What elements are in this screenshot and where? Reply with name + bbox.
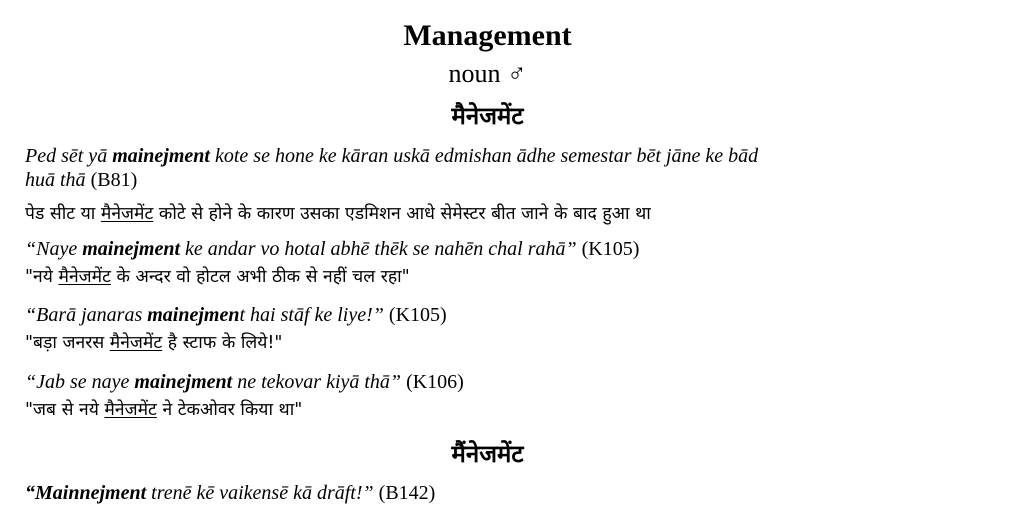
example-2-translit — [25, 237, 985, 261]
example-2-deva-post: के अन्दर वो होटल अभी ठीक से नहीं चल रहा" — [110, 267, 410, 287]
example-1-translit-term: mainejment — [112, 145, 210, 167]
example-2-translit-pre: “Naye — [25, 238, 83, 260]
variant-example-open-quote: “ — [25, 482, 35, 504]
part-of-speech — [0, 58, 975, 90]
example-1-translit-post: kote se hone ke kāran uskā edmishan ādhe semestar bēt jāne ke bād — [209, 145, 759, 167]
variant-example-term: Mainnejment — [35, 482, 147, 504]
example-1-translit-line-1 — [25, 144, 985, 168]
headword: Management — [403, 19, 572, 52]
example-3-deva-pre: "बड़ा जनरस — [25, 333, 110, 353]
example-3-deva-term: मैनेजमेंट — [109, 333, 163, 353]
variant-example-ref: (B142) — [373, 482, 436, 504]
example-1-deva-post: कोटे से होने के कारण उसका एडमिशन आधे सेमेस्टर बीत जाने के बाद हुआ था — [153, 204, 651, 224]
example-4-deva-post: ने टेकओवर किया था" — [156, 400, 303, 420]
example-1-devanagari — [25, 202, 985, 226]
example-4-devanagari — [25, 398, 985, 422]
example-2-translit-post: ke andar vo hotal abhē thēk se nahēn chal rahā” — [180, 238, 577, 260]
example-4-deva-term: मैनेजमेंट — [104, 400, 157, 420]
example-1-ref: (B81) — [85, 169, 138, 191]
example-2-translit-term: mainejment — [82, 238, 181, 260]
devanagari-headword: मैनेजमेंट — [451, 102, 524, 130]
example-2-deva-pre: "नये — [25, 267, 59, 287]
example-4-translit-pre: “Jab se naye — [25, 371, 135, 393]
example-1-translit-line-2 — [25, 168, 985, 192]
example-3-devanagari — [25, 331, 985, 355]
example-1-deva-term: मैनेजमेंट — [100, 204, 154, 224]
example-1-translit-pre: Ped sēt yā — [25, 145, 113, 167]
example-4-translit-term: mainejment — [134, 371, 233, 393]
example-4-deva-pre: "जब से नये — [25, 400, 105, 420]
example-3-deva-post: है स्टाफ के लिये!" — [162, 333, 283, 353]
example-3-translit — [25, 303, 985, 327]
example-4-ref: (K106) — [401, 371, 464, 393]
pos-label: noun — [448, 59, 501, 88]
variant-headword: मैंनेजमेंट — [451, 440, 524, 468]
male-gender-icon: ♂ — [507, 59, 527, 88]
example-4-translit — [25, 370, 985, 394]
example-3-translit-pre: “Barā janaras — [25, 304, 148, 326]
example-4-translit-post: ne tekovar kiyā thā” — [232, 371, 402, 393]
example-3-ref: (K105) — [383, 304, 447, 326]
example-1-translit-cont: huā thā — [25, 169, 86, 191]
variant-example-post: trenē kē vaikensē kā drāft!” — [146, 482, 374, 504]
example-2-ref: (K105) — [576, 238, 640, 260]
variant-example-translit — [25, 481, 985, 505]
example-2-devanagari — [25, 265, 985, 289]
example-3-translit-term: mainejmen — [147, 304, 240, 326]
example-3-translit-post: t hai stāf ke liye!” — [239, 304, 384, 326]
example-2-deva-term: मैनेजमेंट — [58, 267, 111, 287]
example-1-deva-pre: पेड सीट या — [25, 204, 101, 224]
